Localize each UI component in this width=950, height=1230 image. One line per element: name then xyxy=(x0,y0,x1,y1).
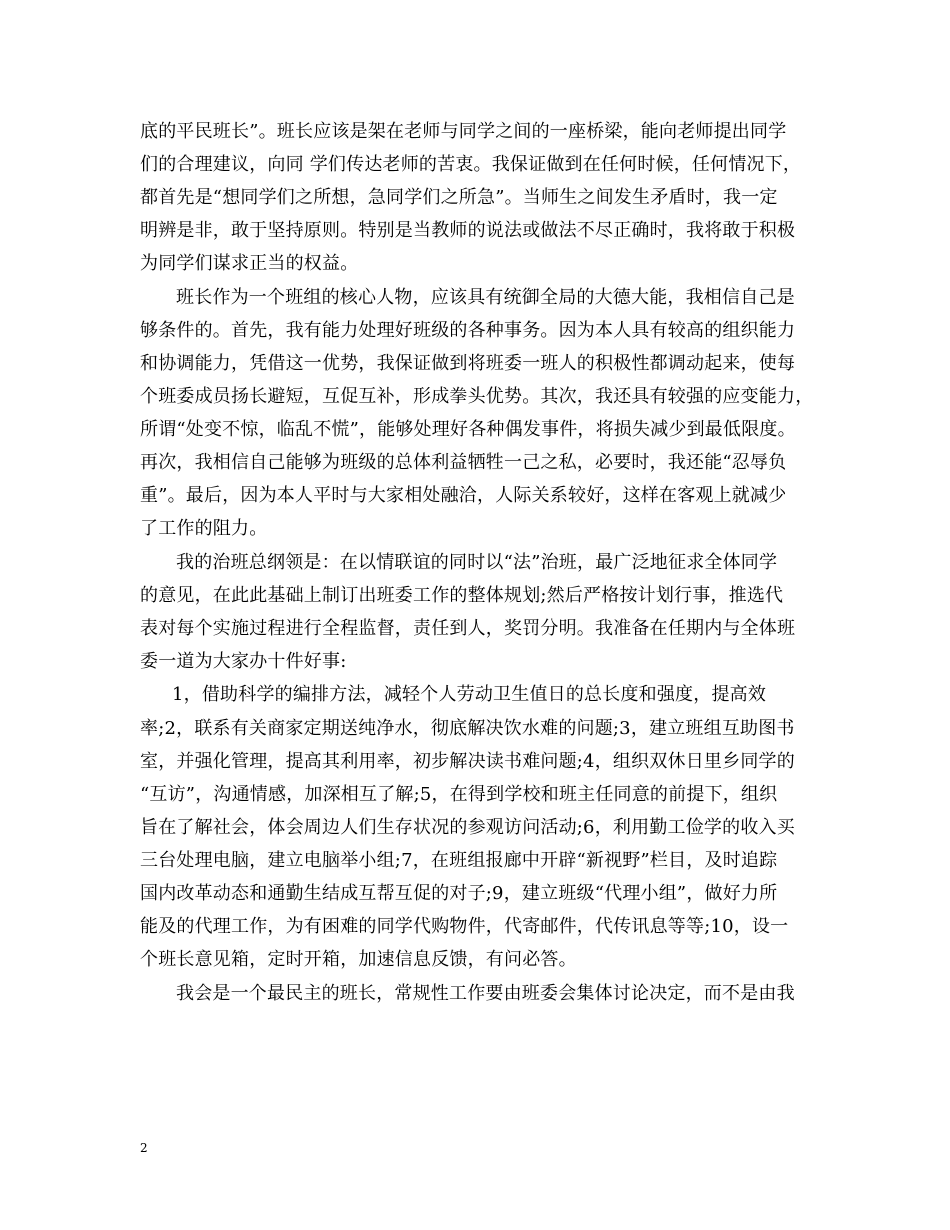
text-line: 个班委成员扬长避短，互促互补，形成拳头优势。其次，我还具有较强的应变能力， xyxy=(140,386,814,407)
text-line: “互访”，沟通情感，加深相互了解;5，在得到学校和班主任同意的前提下，组织 xyxy=(140,784,778,805)
page-number: 2 xyxy=(140,1141,148,1155)
text-line: 能及的代理工作，为有困难的同学代购物件，代寄邮件，代传讯息等等;10，设一 xyxy=(140,916,789,937)
text-line: 我会是一个最民主的班长，常规性工作要由班委会集体讨论决定，而不是由我 xyxy=(176,983,795,1004)
text-line: 旨在了解社会，体会周边人们生存状况的参观访问活动;6，利用勤工俭学的收入买 xyxy=(140,817,795,838)
text-line: 率;2，联系有关商家定期送纯净水，彻底解决饮水难的问题;3，建立班组互助图书 xyxy=(140,718,795,739)
text-line: 了工作的阻力。 xyxy=(140,518,268,539)
text-line: 再次，我相信自己能够为班级的总体利益牺牲一己之私，必要时，我还能“忍辱负 xyxy=(140,452,787,473)
text-line: 室，并强化管理，提高其利用率，初步解决读书难问题;4，组织双休日里乡同学的 xyxy=(140,751,795,772)
text-line: 个班长意见箱，定时开箱，加速信息反馈，有问必答。 xyxy=(140,949,577,970)
text-line: 三台处理电脑，建立电脑举小组;7，在班组报廊中开辟“新视野”栏目，及时追踪 xyxy=(140,850,778,871)
text-line: 1，借助科学的编排方法，减轻个人劳动卫生值日的总长度和强度，提高效 xyxy=(172,684,767,705)
text-line: 的意见，在此此基础上制订出班委工作的整体规划;然后严格按计划行事，推选代 xyxy=(140,585,784,606)
text-line: 我的治班总纲领是：在以情联谊的同时以“法”治班，最广泛地征求全体同学 xyxy=(176,552,778,573)
text-line: 国内改革动态和通勤生结成互帮互促的对子;9，建立班级“代理小组”，做好力所 xyxy=(140,883,778,904)
text-line: 明辨是非，敢于坚持原则。特别是当教师的说法或做法不尽正确时，我将敢于积极 xyxy=(140,220,796,241)
text-line: 底的平民班长”。班长应该是架在老师与同学之间的一座桥梁，能向老师提出同学 xyxy=(140,121,787,142)
text-line: 都首先是“想同学们之所想，急同学们之所急”。当师生之间发生矛盾时，我一定 xyxy=(140,187,778,208)
text-line: 委一道为大家办十件好事: xyxy=(140,651,347,672)
text-line: 和协调能力，凭借这一优势，我保证做到将班委一班人的积极性都调动起来，使每 xyxy=(140,353,796,374)
text-line: 为同学们谋求正当的权益。 xyxy=(140,253,359,274)
text-line: 够条件的。首先，我有能力处理好班级的各种事务。因为本人具有较高的组织能力 xyxy=(140,320,796,341)
text-line: 们的合理建议，向同 学们传达老师的苦衷。我保证做到在任何时候，任何情况下， xyxy=(140,154,802,175)
text-line: 所谓“处变不惊，临乱不慌”，能够处理好各种偶发事件，将损失减少到最低限度。 xyxy=(140,419,796,440)
text-line: 表对每个实施过程进行全程监督，责任到人，奖罚分明。我准备在任期内与全体班 xyxy=(140,618,796,639)
text-line: 班长作为一个班组的核心人物，应该具有统御全局的大德大能，我相信自己是 xyxy=(176,287,795,308)
text-line: 重”。最后，因为本人平时与大家相处融洽，人际关系较好，这样在客观上就减少 xyxy=(140,485,787,506)
